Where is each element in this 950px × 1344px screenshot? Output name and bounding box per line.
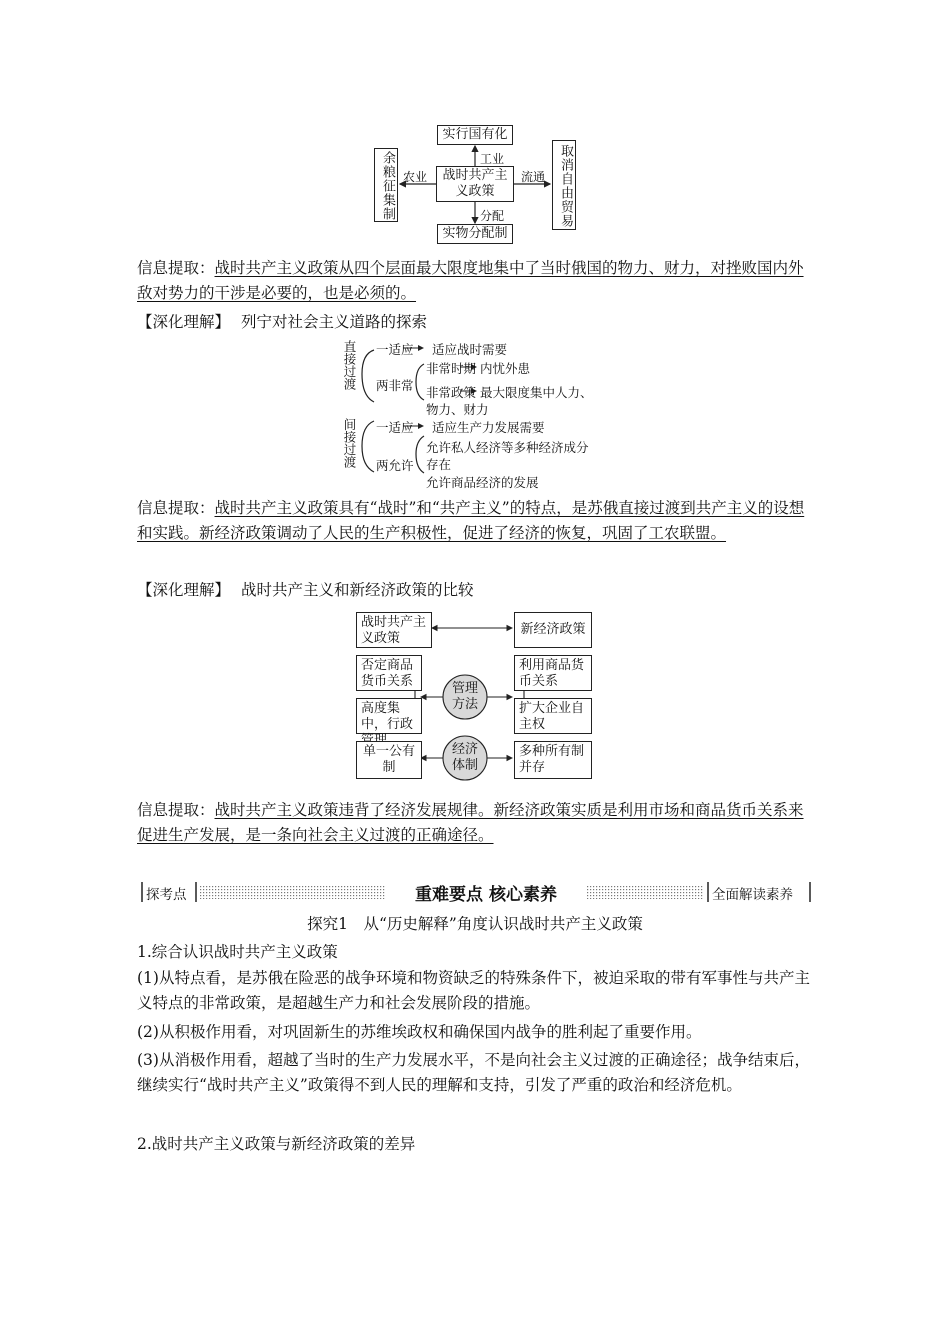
direct-one-adapt: 一适应 <box>376 342 414 357</box>
indirect-allow-commodity-economy: 允许商品经济的发展 <box>426 475 539 490</box>
banner-title: 重难要点 核心素养 <box>415 885 557 905</box>
box-centralized-admin: 高度集中，行政 <box>356 698 422 734</box>
direct-two-extraordinary: 两非常 <box>376 378 414 393</box>
direct-extraordinary-policy-result-2: 物力、财力 <box>426 402 489 417</box>
direct-extraordinary-period-result: 内忧外患 <box>480 361 531 376</box>
info-extraction-3: 信息提取：战时共产主义政策违背了经济发展规律。新经济政策实质是利用市场和商品货币关系来促进生产发展，是一条向社会主义过渡的正确途径。 <box>137 801 804 844</box>
banner-left-label: 探考点 <box>146 887 187 903</box>
direct-one-adapt-result: 适应战时需要 <box>432 342 508 357</box>
circle-management-method: 管理方法 <box>451 681 478 712</box>
box-distribution: 实物分配制 <box>437 224 513 244</box>
box-multiple-ownership: 多种所有制并存 <box>514 741 592 779</box>
label-circulation: 流通 <box>521 170 546 184</box>
box-war-communism: 战时共产主义政策 <box>436 166 514 202</box>
label-agriculture: 农业 <box>403 170 428 184</box>
indirect-allow-private-economy: 允许私人经济等多种经济成分 <box>426 440 589 455</box>
circle-economic-system: 经济体制 <box>451 742 478 773</box>
direct-extraordinary-policy: 非常政策 <box>426 385 477 400</box>
label-industry: 工业 <box>480 152 505 166</box>
explore-heading: 探究1 从“历史解释”角度认识战时共产主义政策 <box>307 915 643 933</box>
info-extraction-1: 信息提取：战时共产主义政策从四个层面最大限度地集中了当时俄国的物力、财力，对挫败国内外敌对势力的干涉是必要的，也是必须的。 <box>137 259 804 302</box>
box-use-commodity: 利用商品货币关系 <box>514 655 592 691</box>
label-indirect-transition: 间接过渡 <box>342 418 357 468</box>
explore-paragraph-3: (3)从消极作用看，超越了当时的生产力发展水平，不是向社会主义过渡的正确途径；战争结束后，继续实行“战时共产主义”政策得不到人民的理解和支持，引发了严重的政治和经济危机。 <box>137 1051 810 1094</box>
banner-right-label: 全面解读素养 <box>712 887 793 903</box>
direct-extraordinary-policy-result: 最大限度集中人力、 <box>480 385 593 400</box>
box-new-economic-policy: 新经济政策 <box>514 612 592 648</box>
section-banner <box>140 880 812 904</box>
indirect-one-adapt-result: 适应生产力发展需要 <box>432 420 545 435</box>
box-deny-commodity: 否定商品货币关系 <box>356 655 422 691</box>
indirect-two-allow: 两允许 <box>376 458 414 473</box>
explore-subheading-1: 1.综合认识战时共产主义政策 <box>137 943 338 961</box>
label-distribution: 分配 <box>480 209 505 223</box>
box-cancel-free-trade: 取消自由贸易 <box>552 140 576 230</box>
label-direct-transition: 直接过渡 <box>342 340 357 390</box>
box-war-communism-policy: 战时共产主义政策 <box>356 612 432 648</box>
section-heading-3: 【深化理解】 战时共产主义和新经济政策的比较 <box>137 581 474 599</box>
explore-subheading-2: 2.战时共产主义政策与新经济政策的差异 <box>137 1135 416 1153</box>
section-heading-2: 【深化理解】 列宁对社会主义道路的探索 <box>137 313 427 331</box>
box-nationalization: 实行国有化 <box>437 125 513 145</box>
direct-extraordinary-period: 非常时期 <box>426 361 477 376</box>
box-single-public: 单一公有制 <box>356 741 422 779</box>
info-extraction-2: 信息提取：战时共产主义政策具有“战时”和“共产主义”的特点，是苏俄直接过渡到共产主义的设想和实践。新经济政策调动了人民的生产积极性，促进了经济的恢复，巩固了工农联盟。 <box>137 499 805 542</box>
box-enterprise-autonomy: 扩大企业自主权 <box>514 698 592 734</box>
explore-paragraph-1: (1)从特点看，是苏俄在险恶的战争环境和物资缺乏的特殊条件下，被迫采取的带有军事性与共产主义特点的非常政策，是超越生产力和社会发展阶段的措施。 <box>137 969 810 1012</box>
indirect-allow-private-economy-2: 存在 <box>426 457 452 472</box>
box-grain-requisition: 余粮征集制 <box>374 148 398 222</box>
explore-paragraph-2: (2)从积极作用看，对巩固新生的苏维埃政权和确保国内战争的胜利起了重要作用。 <box>137 1023 702 1041</box>
indirect-one-adapt: 一适应 <box>376 420 414 435</box>
